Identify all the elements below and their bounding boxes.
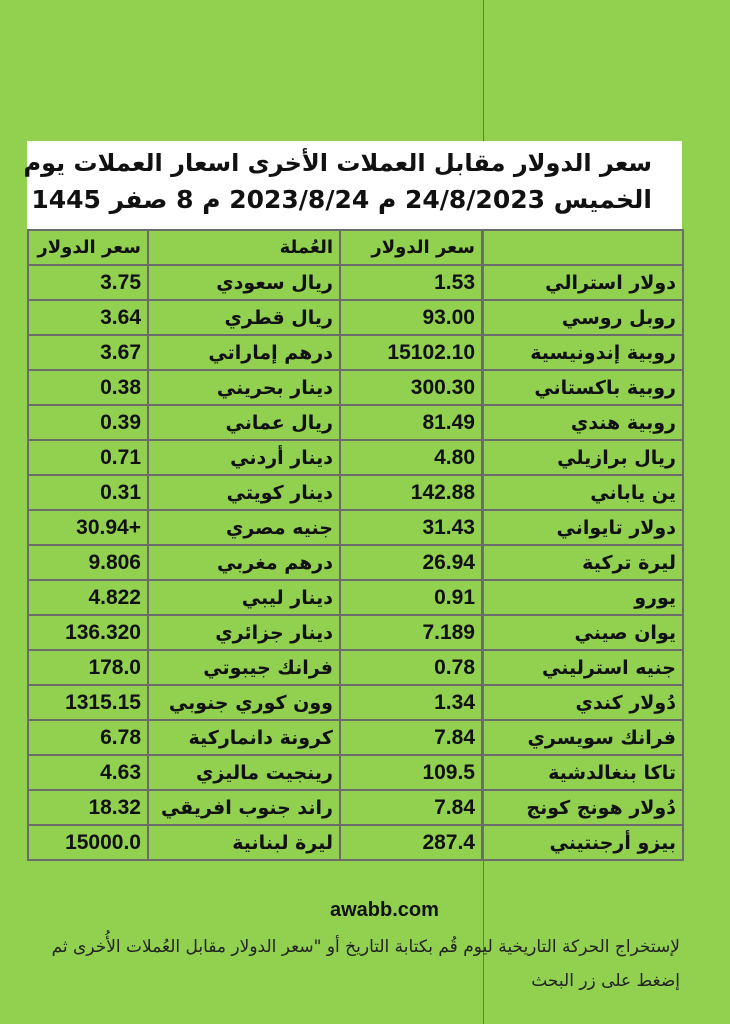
left-rate-cell: 0.39 [28,405,148,440]
left-rate-cell: 15000.0 [28,825,148,860]
table-body [28,265,683,860]
table-row [28,335,683,370]
table-row [28,755,683,790]
right-rate-cell: 0.78 [340,650,482,685]
table-row [28,650,683,685]
left-rate-cell: 4.63 [28,755,148,790]
left-currency-cell: ليرة لبنانية [148,825,340,860]
right-rate-cell: 15102.10 [340,335,482,370]
right-currency-cell: ليرة تركية [482,545,683,580]
table-row [28,405,683,440]
right-rate-cell: 31.43 [340,510,482,545]
right-rate-cell: 109.5 [340,755,482,790]
left-currency-cell: فرانك جيبوتي [148,650,340,685]
left-rate-cell: 0.38 [28,370,148,405]
left-rate-cell: 136.320 [28,615,148,650]
left-rate-cell: 0.31 [28,475,148,510]
table-row [28,475,683,510]
left-rate-cell: 6.78 [28,720,148,755]
left-currency-cell: ريال قطري [148,300,340,335]
left-currency-cell: جنيه مصري [148,510,340,545]
right-rate-cell: 7.84 [340,720,482,755]
table-header-row [28,230,683,265]
right-rate-cell: 1.53 [340,265,482,300]
left-currency-cell: دينار جزائري [148,615,340,650]
table-row [28,265,683,300]
title-line-2: الخميس 24/8/2023 م 2023/8/24 م 8 صفر 1445 [31,185,652,214]
right-currency-cell: ين ياباني [482,475,683,510]
instruction-note: لإستخراج الحركة التاريخية ليوم قُم بكتابة التاريخ أو "سعر الدولار مقابل العُملات الأُخرى ثم إضغط على زر البحث [51,937,680,991]
left-rate-cell: 0.71 [28,440,148,475]
table-row [28,685,683,720]
left-currency-cell: دينار بحريني [148,370,340,405]
left-currency-cell: ريال سعودي [148,265,340,300]
right-currency-cell: روبية إندونيسية [482,335,683,370]
exchange-rates-table [27,229,684,861]
right-rate-cell: 142.88 [340,475,482,510]
left-rate-cell: 4.822 [28,580,148,615]
title-box [23,141,682,229]
right-currency-cell: دُولار كندي [482,685,683,720]
table-row [28,510,683,545]
right-rate-cell: 7.84 [340,790,482,825]
right-currency-cell: يورو [482,580,683,615]
right-rate-cell: 93.00 [340,300,482,335]
left-rate-cell: 30.94+ [28,510,148,545]
table-row [28,825,683,860]
right-currency-cell: بيزو أرجنتيني [482,825,683,860]
table-row [28,300,683,335]
left-rate-cell: 3.64 [28,300,148,335]
header-left-rate: سعر الدولار [28,230,148,265]
header-right-currency [482,230,683,265]
left-rate-cell: 1315.15 [28,685,148,720]
header-left-currency: العُملة [148,230,340,265]
left-rate-cell: 178.0 [28,650,148,685]
right-rate-cell: 0.91 [340,580,482,615]
left-currency-cell: راند جنوب افريقي [148,790,340,825]
table-row [28,615,683,650]
left-currency-cell: كرونة دانماركية [148,720,340,755]
left-currency-cell: وون كوري جنوبي [148,685,340,720]
right-currency-cell: يوان صيني [482,615,683,650]
right-currency-cell: فرانك سويسري [482,720,683,755]
right-rate-cell: 7.189 [340,615,482,650]
left-currency-cell: رينجيت ماليزي [148,755,340,790]
right-rate-cell: 1.34 [340,685,482,720]
left-rate-cell: 3.75 [28,265,148,300]
left-rate-cell: 18.32 [28,790,148,825]
right-rate-cell: 4.80 [340,440,482,475]
right-rate-cell: 26.94 [340,545,482,580]
table-row [28,545,683,580]
left-currency-cell: دينار كويتي [148,475,340,510]
right-rate-cell: 300.30 [340,370,482,405]
right-currency-cell: جنيه استرليني [482,650,683,685]
left-currency-cell: درهم إماراتي [148,335,340,370]
table-row [28,440,683,475]
left-currency-cell: درهم مغربي [148,545,340,580]
left-rate-cell: 3.67 [28,335,148,370]
right-currency-cell: روبل روسي [482,300,683,335]
table-row [28,720,683,755]
header-right-rate: سعر الدولار [340,230,482,265]
right-currency-cell: دولار استرالي [482,265,683,300]
title-line-1: سعر الدولار مقابل العملات الأخرى اسعار العملات يوم [23,149,652,177]
right-currency-cell: دُولار هونج كونج [482,790,683,825]
right-currency-cell: دولار تايواني [482,510,683,545]
table-row [28,580,683,615]
right-rate-cell: 81.49 [340,405,482,440]
table-row [28,790,683,825]
right-currency-cell: روبية هندي [482,405,683,440]
left-currency-cell: دينار ليبي [148,580,340,615]
left-rate-cell: 9.806 [28,545,148,580]
right-currency-cell: ريال برازيلي [482,440,683,475]
site-name: awabb.com [330,899,439,921]
table-row [28,370,683,405]
right-rate-cell: 287.4 [340,825,482,860]
right-currency-cell: روبية باكستاني [482,370,683,405]
right-currency-cell: تاكا بنغالدشية [482,755,683,790]
left-currency-cell: دينار أردني [148,440,340,475]
left-currency-cell: ريال عماني [148,405,340,440]
